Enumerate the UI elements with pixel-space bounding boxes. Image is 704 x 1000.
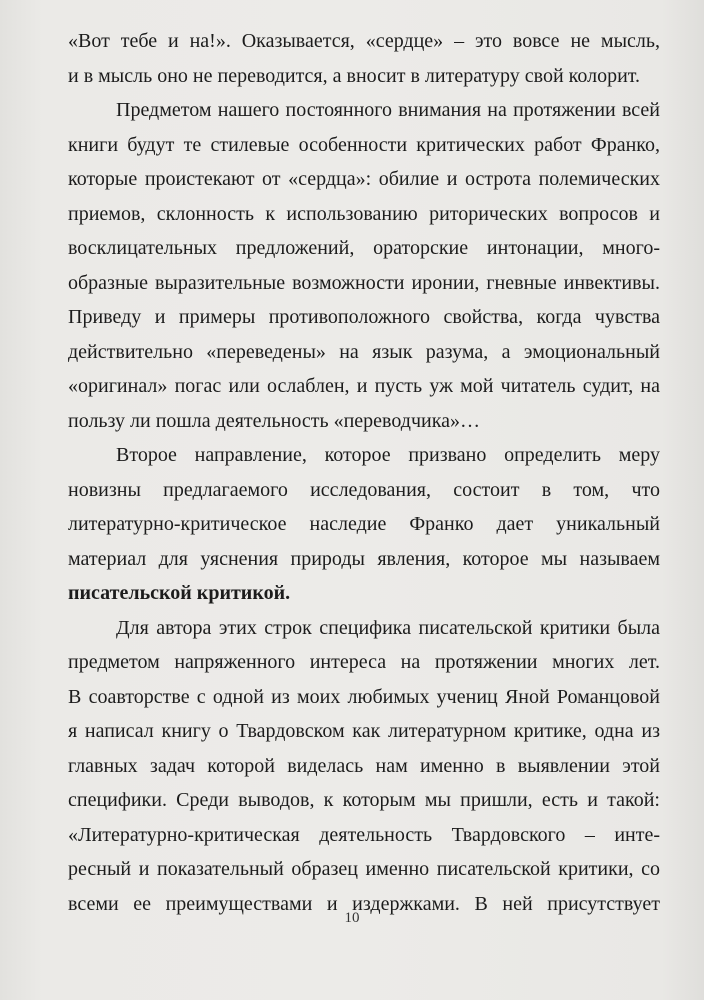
text-line: «Литературно-критическая деятельность Твардовского – инте- [68, 823, 660, 846]
text-line-bold: писательской критикой. [68, 582, 291, 604]
text-line: Приведу и примеры противоположного свойства, когда чувства [68, 306, 660, 328]
text-line: книги будут те стилевые особенности критических работ Франко, [68, 133, 660, 156]
body-text [68, 24, 660, 921]
text-line: действительно «переведены» на язык разума, а эмоциональный [68, 340, 660, 363]
page-number: 10 [344, 910, 360, 926]
text-line: и в мысль оно не переводится, а вносит в литературу свой колорит. [68, 64, 641, 87]
text-line: я написал книгу о Твардовском как литературном критике, одна из [68, 720, 660, 742]
text-line: Для автора этих строк специфика писательской критики была [116, 616, 660, 639]
text-line: новизны предлагаемого исследования, состоит в том, что [68, 478, 660, 501]
text-line: образные выразительные возможности иронии, гневные инвективы. [68, 271, 660, 294]
text-line: восклицательных предложений, ораторские интонации, много- [68, 237, 660, 259]
text-line: В соавторстве с одной из моих любимых учениц Яной Романцовой [68, 685, 660, 708]
text-line: приемов, склонность к использованию риторических вопросов и [68, 202, 660, 225]
text-line: предметом напряженного интереса на протяжении многих лет. [68, 651, 660, 673]
text-line: специфики. Среди выводов, к которым мы пришли, есть и такой: [68, 789, 660, 811]
text-line: Второе направление, которое призвано определить меру [116, 444, 660, 466]
text-line: «оригинал» погас или ослаблен, и пусть уж мой читатель судит, на [68, 375, 660, 397]
text-line: которые проистекают от «сердца»: обилие и острота полемических [68, 168, 660, 190]
text-line: ресный и показательный образец именно писательской критики, со [68, 858, 660, 880]
text-line: всеми ее преимуществами и издержками. В ней присутствует [68, 892, 660, 915]
text-line: «Вот тебе и на!». Оказывается, «сердце» – это вовсе не мысль, [68, 30, 660, 52]
text-line: Предметом нашего постоянного внимания на протяжении всей [116, 99, 660, 121]
text-line: пользу ли пошла деятельность «переводчика»… [68, 409, 480, 432]
text-line: материал для уяснения природы явления, которое мы называем [68, 547, 660, 570]
text-line: литературно-критическое наследие Франко дает уникальный [68, 513, 660, 535]
text-line: главных задач которой виделась нам именно в выявлении этой [68, 754, 660, 777]
